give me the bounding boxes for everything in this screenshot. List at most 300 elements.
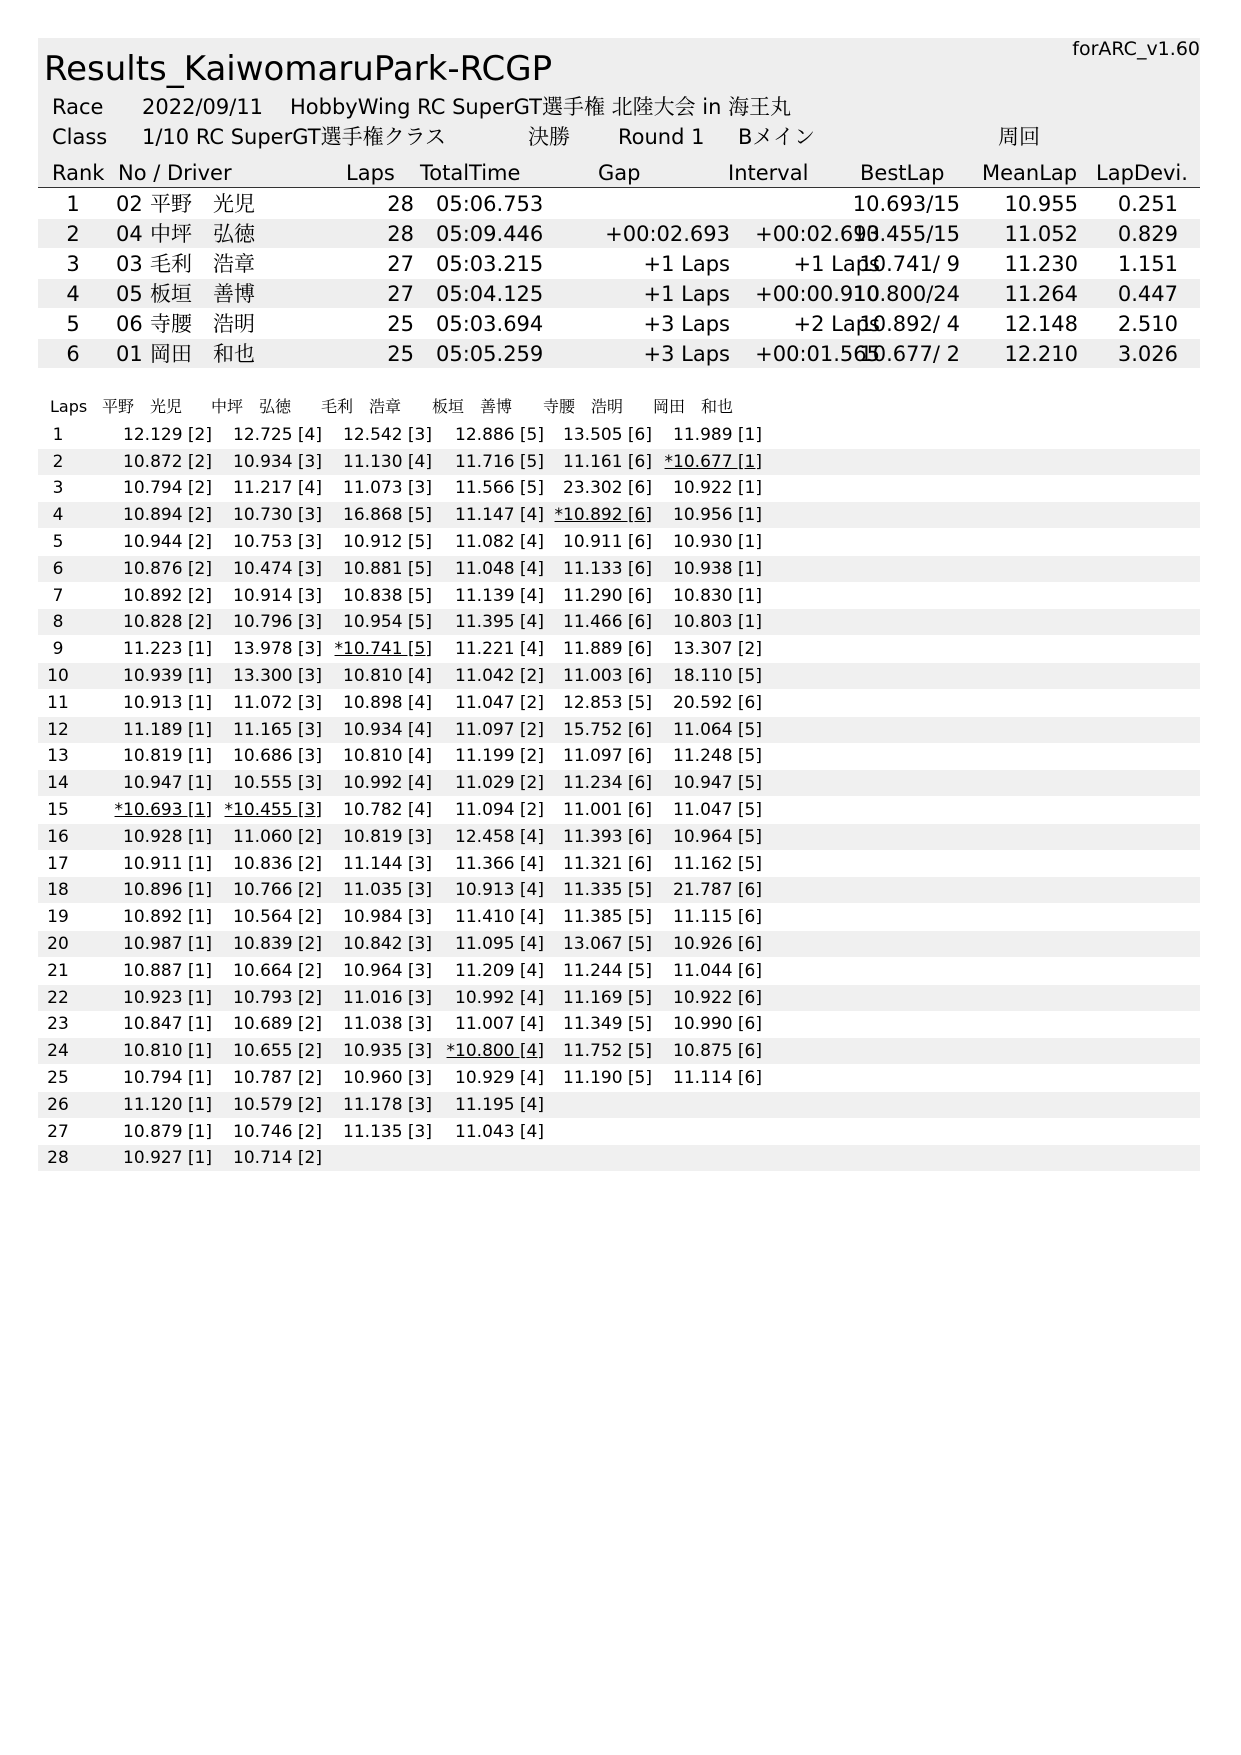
result-best: 10.800/24 xyxy=(852,282,960,306)
lap-time: 11.335 [5] xyxy=(563,880,652,901)
lap-time: 10.922 [1] xyxy=(673,478,762,499)
lap-number: 7 xyxy=(52,585,64,606)
lap-time: 10.992 [4] xyxy=(455,987,544,1008)
result-total: 05:09.446 xyxy=(436,222,544,246)
lap-time: 10.892 [1] xyxy=(123,907,212,928)
class-label: Class xyxy=(52,125,108,149)
result-mean: 11.230 xyxy=(1004,252,1078,276)
result-laps: 25 xyxy=(387,342,414,366)
result-driver: 中坪 弘徳 xyxy=(150,222,255,246)
lap-time: 10.794 [2] xyxy=(123,478,212,499)
lap-col-driver3: 毛利 浩章 xyxy=(321,397,402,416)
col-lapdevi: LapDevi. xyxy=(1096,161,1188,185)
lap-time: 23.302 [6] xyxy=(563,478,652,499)
lap-time: *10.677 [1] xyxy=(664,451,762,472)
lap-time: 10.954 [5] xyxy=(343,612,432,633)
class-stage: 決勝 xyxy=(528,125,570,149)
lap-time: 15.752 [6] xyxy=(563,719,652,740)
lap-time: 10.787 [2] xyxy=(233,1067,322,1088)
result-best: 10.693/15 xyxy=(852,192,960,216)
lap-time: *10.800 [4] xyxy=(446,1041,544,1062)
lap-row xyxy=(38,475,1200,501)
lap-time: 11.889 [6] xyxy=(563,639,652,660)
lap-time: *10.693 [1] xyxy=(114,799,212,820)
lap-time: 12.129 [2] xyxy=(123,424,212,445)
lap-time: 10.803 [1] xyxy=(673,612,762,633)
lap-time: 10.881 [5] xyxy=(343,558,432,579)
lap-time: 11.060 [2] xyxy=(233,826,322,847)
lap-col-driver2: 中坪 弘徳 xyxy=(211,397,292,416)
lap-time: 10.810 [4] xyxy=(343,746,432,767)
results-header xyxy=(38,155,1200,188)
result-driver: 平野 光児 xyxy=(150,192,255,216)
lap-time: 18.110 [5] xyxy=(673,665,762,686)
result-devi: 0.447 xyxy=(1117,282,1178,306)
lap-time: 13.307 [2] xyxy=(673,639,762,660)
lap-time: 11.072 [3] xyxy=(233,692,322,713)
result-interval: +1 Laps xyxy=(793,252,880,276)
lap-row xyxy=(38,663,1200,689)
result-no: 01 xyxy=(116,342,143,366)
result-best: 10.741/ 9 xyxy=(859,252,960,276)
lap-time: 11.144 [3] xyxy=(343,853,432,874)
result-devi: 0.829 xyxy=(1117,222,1178,246)
result-best: 10.677/ 2 xyxy=(859,342,960,366)
lap-time: 10.930 [1] xyxy=(673,531,762,552)
lap-time: 11.199 [2] xyxy=(455,746,544,767)
col-rank: Rank xyxy=(52,161,105,185)
lap-time: 11.016 [3] xyxy=(343,987,432,1008)
result-total: 05:05.259 xyxy=(436,342,544,366)
result-row xyxy=(38,249,1200,278)
lap-row xyxy=(38,583,1200,609)
lap-time: 10.655 [2] xyxy=(233,1041,322,1062)
lap-number: 14 xyxy=(47,773,69,794)
lap-time: 10.474 [3] xyxy=(233,558,322,579)
lap-time: 13.978 [3] xyxy=(233,639,322,660)
lap-time: 10.947 [1] xyxy=(123,773,212,794)
lap-time: 10.939 [1] xyxy=(123,665,212,686)
lap-time: 11.120 [1] xyxy=(123,1094,212,1115)
lap-time: 11.366 [4] xyxy=(455,853,544,874)
lap-time: 11.147 [4] xyxy=(455,505,544,526)
lap-time: 11.139 [4] xyxy=(455,585,544,606)
lap-number: 26 xyxy=(47,1094,69,1115)
lap-time: 10.947 [5] xyxy=(673,773,762,794)
lap-time: 11.097 [2] xyxy=(455,719,544,740)
lap-number: 15 xyxy=(47,799,69,820)
lap-time: 10.892 [2] xyxy=(123,585,212,606)
lap-time: 11.195 [4] xyxy=(455,1094,544,1115)
lap-time: 11.135 [3] xyxy=(343,1121,432,1142)
lap-number: 18 xyxy=(47,880,69,901)
lap-time: 11.094 [2] xyxy=(455,799,544,820)
lap-time: 10.964 [3] xyxy=(343,960,432,981)
lap-time: 11.248 [5] xyxy=(673,746,762,767)
result-mean: 12.210 xyxy=(1004,342,1078,366)
lap-number: 23 xyxy=(47,1014,69,1035)
lap-row xyxy=(38,1065,1200,1091)
lap-time: *10.741 [5] xyxy=(334,639,432,660)
result-no: 05 xyxy=(116,282,143,306)
lap-time: 10.686 [3] xyxy=(233,746,322,767)
lap-number: 9 xyxy=(52,639,64,660)
col-laps: Laps xyxy=(346,161,395,185)
lap-time: 13.067 [5] xyxy=(563,933,652,954)
lap-number: 27 xyxy=(47,1121,69,1142)
lap-row xyxy=(38,743,1200,769)
lap-time: 11.410 [4] xyxy=(455,907,544,928)
lap-row xyxy=(38,851,1200,877)
header xyxy=(38,38,1200,155)
lap-time: *10.455 [3] xyxy=(224,799,322,820)
result-mean: 11.052 xyxy=(1004,222,1078,246)
lap-time: 11.169 [5] xyxy=(563,987,652,1008)
result-row xyxy=(38,189,1200,218)
lap-col-driver6: 岡田 和也 xyxy=(653,397,734,416)
col-driver: No / Driver xyxy=(118,161,232,185)
lap-time: 11.097 [6] xyxy=(563,746,652,767)
lap-row xyxy=(38,529,1200,555)
lap-time: 10.911 [6] xyxy=(563,531,652,552)
lap-time: 11.095 [4] xyxy=(455,933,544,954)
lap-time: 13.300 [3] xyxy=(233,665,322,686)
lap-time: 11.190 [5] xyxy=(563,1067,652,1088)
lap-time: 12.853 [5] xyxy=(563,692,652,713)
lap-time: 11.042 [2] xyxy=(455,665,544,686)
result-no: 06 xyxy=(116,312,143,336)
lap-time: 10.914 [3] xyxy=(233,585,322,606)
lap-time: 10.689 [2] xyxy=(233,1014,322,1035)
lap-number: 5 xyxy=(52,531,64,552)
lap-time: 10.847 [1] xyxy=(123,1014,212,1035)
lap-time: 11.752 [5] xyxy=(563,1041,652,1062)
lap-row xyxy=(38,958,1200,984)
race-name: HobbyWing RC SuperGT選手権 北陸大会 in 海王丸 xyxy=(290,95,792,119)
lap-row xyxy=(38,1038,1200,1064)
lap-time: 11.038 [3] xyxy=(343,1014,432,1035)
lap-row xyxy=(38,1119,1200,1145)
class-laps-label: 周回 xyxy=(998,125,1040,149)
lap-time: 10.935 [3] xyxy=(343,1041,432,1062)
lap-time: 10.782 [4] xyxy=(343,799,432,820)
lap-time: 11.209 [4] xyxy=(455,960,544,981)
result-no: 03 xyxy=(116,252,143,276)
result-total: 05:04.125 xyxy=(436,282,544,306)
lap-row xyxy=(38,1145,1200,1171)
lap-time: 12.886 [5] xyxy=(455,424,544,445)
lap-time: 10.842 [3] xyxy=(343,933,432,954)
version-label: forARC_v1.60 xyxy=(1072,38,1200,60)
lap-time: 10.934 [4] xyxy=(343,719,432,740)
lap-row xyxy=(38,1092,1200,1118)
lap-number: 4 xyxy=(52,505,64,526)
lap-time: 11.161 [6] xyxy=(563,451,652,472)
lap-time: 10.911 [1] xyxy=(123,853,212,874)
lap-number: 13 xyxy=(47,746,69,767)
results-body xyxy=(38,189,1200,368)
lap-time: 11.064 [5] xyxy=(673,719,762,740)
col-totaltime: TotalTime xyxy=(420,161,521,185)
lap-time: 10.912 [5] xyxy=(343,531,432,552)
lap-time: 11.073 [3] xyxy=(343,478,432,499)
col-meanlap: MeanLap xyxy=(982,161,1078,185)
lap-time: 10.810 [1] xyxy=(123,1041,212,1062)
lap-number: 28 xyxy=(47,1148,69,1169)
lap-time: 10.956 [1] xyxy=(673,505,762,526)
lap-number: 24 xyxy=(47,1041,69,1062)
result-devi: 1.151 xyxy=(1117,252,1178,276)
lap-col-driver1: 平野 光児 xyxy=(102,397,183,416)
race-label: Race xyxy=(52,95,104,119)
result-gap: +3 Laps xyxy=(643,312,730,336)
lap-time: 10.984 [3] xyxy=(343,907,432,928)
result-rank: 5 xyxy=(66,312,80,336)
lap-time: 12.458 [4] xyxy=(455,826,544,847)
lap-time: 12.542 [3] xyxy=(343,424,432,445)
lap-time: 10.753 [3] xyxy=(233,531,322,552)
result-mean: 10.955 xyxy=(1004,192,1078,216)
lap-time: 11.114 [6] xyxy=(673,1067,762,1088)
lap-time: 11.003 [6] xyxy=(563,665,652,686)
lap-time: 10.766 [2] xyxy=(233,880,322,901)
lap-time: 10.922 [6] xyxy=(673,987,762,1008)
result-interval: +00:00.910 xyxy=(755,282,880,306)
lap-time: 11.566 [5] xyxy=(455,478,544,499)
lap-time: 11.395 [4] xyxy=(455,612,544,633)
lap-number: 12 xyxy=(47,719,69,740)
lap-row xyxy=(38,690,1200,716)
lap-time: 11.001 [6] xyxy=(563,799,652,820)
lap-row xyxy=(38,797,1200,823)
lap-time: 10.836 [2] xyxy=(233,853,322,874)
lap-time: 11.385 [5] xyxy=(563,907,652,928)
lap-time: 10.875 [6] xyxy=(673,1041,762,1062)
result-driver: 寺腰 浩明 xyxy=(150,312,255,336)
lap-row xyxy=(38,636,1200,662)
lap-time: 11.223 [1] xyxy=(123,639,212,660)
lap-time: 10.913 [1] xyxy=(123,692,212,713)
lap-time: 10.894 [2] xyxy=(123,505,212,526)
lap-number: 2 xyxy=(52,451,64,472)
lap-time: 10.746 [2] xyxy=(233,1121,322,1142)
result-interval: +00:02.693 xyxy=(755,222,880,246)
lap-time: 10.872 [2] xyxy=(123,451,212,472)
lap-number: 25 xyxy=(47,1067,69,1088)
lap-time: 10.796 [3] xyxy=(233,612,322,633)
lap-time: 11.043 [4] xyxy=(455,1121,544,1142)
lap-time: 10.923 [1] xyxy=(123,987,212,1008)
lap-time: 11.165 [3] xyxy=(233,719,322,740)
lap-time: 10.960 [3] xyxy=(343,1067,432,1088)
lap-time: 11.989 [1] xyxy=(673,424,762,445)
lap-time: *10.892 [6] xyxy=(554,505,652,526)
result-gap: +3 Laps xyxy=(643,342,730,366)
result-row xyxy=(38,279,1200,308)
col-bestlap: BestLap xyxy=(860,161,945,185)
lap-time: 11.393 [6] xyxy=(563,826,652,847)
result-laps: 27 xyxy=(387,282,414,306)
lap-time: 10.730 [3] xyxy=(233,505,322,526)
lap-row xyxy=(38,609,1200,635)
lap-time: 11.007 [4] xyxy=(455,1014,544,1035)
lap-time: 11.244 [5] xyxy=(563,960,652,981)
lap-col-driver4: 板垣 善博 xyxy=(432,397,513,416)
result-laps: 28 xyxy=(387,192,414,216)
lap-time: 11.115 [6] xyxy=(673,907,762,928)
lap-time: 10.828 [2] xyxy=(123,612,212,633)
lap-time: 11.466 [6] xyxy=(563,612,652,633)
lap-number: 20 xyxy=(47,933,69,954)
lap-time: 12.725 [4] xyxy=(233,424,322,445)
lap-number: 10 xyxy=(47,665,69,686)
lap-row xyxy=(38,556,1200,582)
lap-time: 10.987 [1] xyxy=(123,933,212,954)
lap-number: 1 xyxy=(52,424,64,445)
lap-time: 10.944 [2] xyxy=(123,531,212,552)
result-laps: 28 xyxy=(387,222,414,246)
lap-number: 6 xyxy=(52,558,64,579)
result-row xyxy=(38,219,1200,248)
lap-time: 20.592 [6] xyxy=(673,692,762,713)
lap-number: 17 xyxy=(47,853,69,874)
result-interval: +00:01.565 xyxy=(755,342,880,366)
lap-time: 10.929 [4] xyxy=(455,1067,544,1088)
result-driver: 毛利 浩章 xyxy=(150,252,255,276)
result-row xyxy=(38,309,1200,338)
class-row xyxy=(38,122,1200,152)
result-laps: 27 xyxy=(387,252,414,276)
lap-time: 11.133 [6] xyxy=(563,558,652,579)
lap-time: 11.349 [5] xyxy=(563,1014,652,1035)
lap-number: 8 xyxy=(52,612,64,633)
lap-time: 11.162 [5] xyxy=(673,853,762,874)
lap-time: 10.896 [1] xyxy=(123,880,212,901)
result-best: 10.455/15 xyxy=(852,222,960,246)
class-name: 1/10 RC SuperGT選手権クラス xyxy=(142,125,446,149)
lap-time: 10.819 [1] xyxy=(123,746,212,767)
lap-time: 11.290 [6] xyxy=(563,585,652,606)
lap-time: 10.714 [2] xyxy=(233,1148,322,1169)
result-no: 02 xyxy=(116,192,143,216)
lap-time: 10.555 [3] xyxy=(233,773,322,794)
lap-time: 10.887 [1] xyxy=(123,960,212,981)
lap-row xyxy=(38,449,1200,475)
lap-time: 11.130 [4] xyxy=(343,451,432,472)
lap-time: 11.178 [3] xyxy=(343,1094,432,1115)
result-devi: 3.026 xyxy=(1117,342,1178,366)
result-rank: 4 xyxy=(66,282,80,306)
lap-row xyxy=(38,904,1200,930)
result-rank: 6 xyxy=(66,342,80,366)
lap-time: 10.830 [1] xyxy=(673,585,762,606)
result-rank: 1 xyxy=(66,192,80,216)
lap-time: 10.913 [4] xyxy=(455,880,544,901)
result-gap: +1 Laps xyxy=(643,252,730,276)
result-total: 05:03.215 xyxy=(436,252,544,276)
lap-row xyxy=(38,824,1200,850)
lap-time: 11.221 [4] xyxy=(455,639,544,660)
lap-number: 22 xyxy=(47,987,69,1008)
lap-time: 10.964 [5] xyxy=(673,826,762,847)
lap-number: 3 xyxy=(52,478,64,499)
results-page xyxy=(38,38,1200,1171)
lap-time: 13.505 [6] xyxy=(563,424,652,445)
result-devi: 2.510 xyxy=(1117,312,1178,336)
lap-time: 10.579 [2] xyxy=(233,1094,322,1115)
lap-time: 10.876 [2] xyxy=(123,558,212,579)
lap-time: 11.716 [5] xyxy=(455,451,544,472)
lap-number: 11 xyxy=(47,692,69,713)
page-title: Results_KaiwomaruPark-RCGP xyxy=(44,49,553,89)
result-rank: 2 xyxy=(66,222,80,246)
result-no: 04 xyxy=(116,222,143,246)
race-date: 2022/09/11 xyxy=(142,95,264,119)
lap-row xyxy=(38,931,1200,957)
lap-time: 10.564 [2] xyxy=(233,907,322,928)
class-round: Round 1 xyxy=(618,125,705,149)
lap-time: 11.047 [2] xyxy=(455,692,544,713)
result-driver: 岡田 和也 xyxy=(150,342,255,366)
lap-time: 10.926 [6] xyxy=(673,933,762,954)
race-row xyxy=(38,92,1200,122)
result-driver: 板垣 善博 xyxy=(150,282,255,306)
lap-time: 11.217 [4] xyxy=(233,478,322,499)
lap-time: 10.898 [4] xyxy=(343,692,432,713)
result-total: 05:06.753 xyxy=(436,192,544,216)
lap-row xyxy=(38,770,1200,796)
lap-time: 11.234 [6] xyxy=(563,773,652,794)
result-row xyxy=(38,339,1200,368)
lap-table-body xyxy=(38,422,1200,1172)
lap-time: 10.928 [1] xyxy=(123,826,212,847)
lap-time: 10.819 [3] xyxy=(343,826,432,847)
col-interval: Interval xyxy=(728,161,809,185)
lap-time: 10.838 [5] xyxy=(343,585,432,606)
lap-time: 10.839 [2] xyxy=(233,933,322,954)
lap-number: 16 xyxy=(47,826,69,847)
lap-row xyxy=(38,717,1200,743)
lap-time: 11.082 [4] xyxy=(455,531,544,552)
lap-time: 16.868 [5] xyxy=(343,505,432,526)
lap-row xyxy=(38,1011,1200,1037)
lap-row xyxy=(38,502,1200,528)
lap-time: 10.938 [1] xyxy=(673,558,762,579)
lap-time: 11.035 [3] xyxy=(343,880,432,901)
lap-col-laps: Laps xyxy=(50,397,88,416)
result-laps: 25 xyxy=(387,312,414,336)
lap-time: 10.794 [1] xyxy=(123,1067,212,1088)
lap-time: 10.934 [3] xyxy=(233,451,322,472)
lap-time: 11.189 [1] xyxy=(123,719,212,740)
lap-time: 10.810 [4] xyxy=(343,665,432,686)
lap-time: 10.990 [6] xyxy=(673,1014,762,1035)
lap-row xyxy=(38,985,1200,1011)
result-rank: 3 xyxy=(66,252,80,276)
lap-time: 10.992 [4] xyxy=(343,773,432,794)
result-interval: +2 Laps xyxy=(793,312,880,336)
lap-time: 11.029 [2] xyxy=(455,773,544,794)
lap-number: 21 xyxy=(47,960,69,981)
lap-col-driver5: 寺腰 浩明 xyxy=(543,397,624,416)
lap-table-header xyxy=(38,392,1200,421)
col-gap: Gap xyxy=(598,161,641,185)
lap-row xyxy=(38,877,1200,903)
result-mean: 11.264 xyxy=(1004,282,1078,306)
result-gap: +00:02.693 xyxy=(605,222,730,246)
lap-time: 11.048 [4] xyxy=(455,558,544,579)
class-main: Bメイン xyxy=(738,125,815,149)
